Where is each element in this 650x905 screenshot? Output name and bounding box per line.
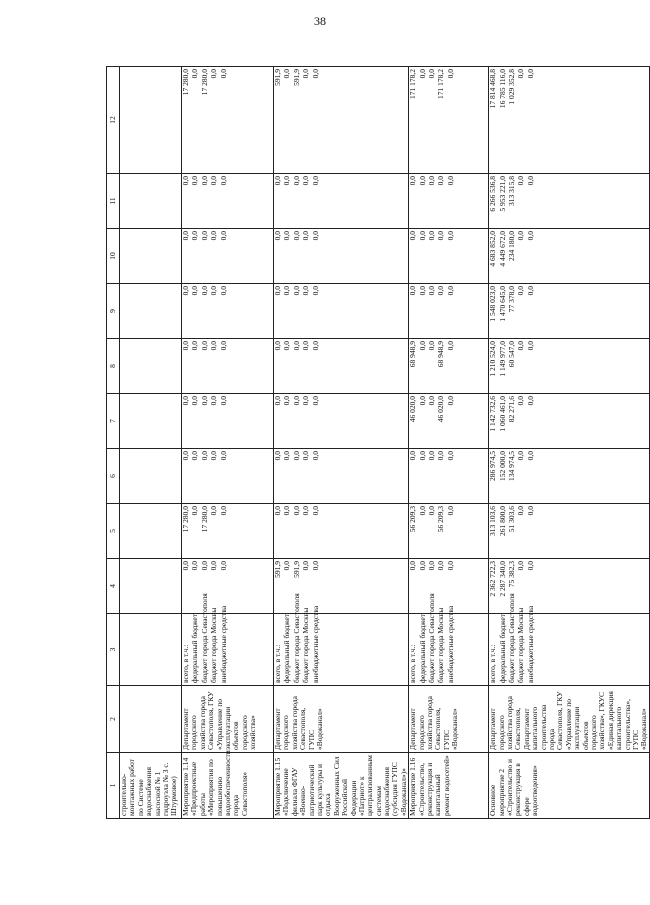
funding-source-label: всего, в т.ч.: [408,644,418,683]
amount-value: 60 547,0 [507,341,517,368]
amount-value: 0,0 [282,176,292,186]
amount-value: 0,0 [417,396,427,406]
amount-value: 0,0 [199,286,209,296]
amount-value: 0,0 [199,176,209,186]
amount-value: 0,0 [417,176,427,186]
amount-value: 313 103,6 [488,506,498,536]
amount-cell [409,284,489,339]
amount-value: 0,0 [181,286,190,296]
amount-value: 0,0 [310,69,320,79]
amount-cell [120,449,182,504]
amount-value: 0,0 [181,231,190,241]
amount-value: 0,0 [417,506,427,516]
amount-value: 0,0 [525,396,535,406]
amount-value: 46 020,0 [408,396,418,423]
amount-value: 0,0 [282,341,292,351]
amount-value: 1 470 645,0 [497,286,507,322]
amount-value: 2 287 340,0 [497,561,507,597]
amount-value: 171 178,2 [436,69,446,99]
amount-value: 0,0 [282,561,292,571]
amount-cell [274,229,409,284]
amount-value: 0,0 [190,231,200,241]
column-header: 4 [107,559,120,614]
amount-cell [409,504,489,559]
amount-value: 0,0 [525,176,535,186]
amount-value: 1 060 461,0 [497,396,507,432]
amount-cell [182,504,274,559]
amount-value: 0,0 [209,561,219,571]
amount-value: 82 271,6 [507,396,517,423]
funding-source-label: бюджет города Москвы [209,607,219,683]
amount-value: 0,0 [525,231,535,241]
amount-value: 0,0 [190,176,200,186]
funding-source-label: бюджет города Москвы [301,607,311,683]
amount-cell [120,559,182,614]
amount-cell [489,449,649,504]
amount-value: 0,0 [218,451,228,461]
amount-value: 0,0 [218,231,228,241]
amount-cell [182,394,274,449]
amount-value: 0,0 [181,561,190,571]
amount-cell [409,229,489,284]
amount-value: 0,0 [516,396,526,406]
amount-value: 0,0 [209,341,219,351]
column-header: 7 [107,394,120,449]
amount-value: 0,0 [282,69,292,79]
amount-value: 0,0 [273,176,282,186]
amount-value: 0,0 [273,396,282,406]
amount-value: 0,0 [301,231,311,241]
amount-value: 0,0 [427,231,437,241]
amount-value: 0,0 [218,506,228,516]
amount-value: 0,0 [525,69,535,79]
amount-value: 0,0 [427,506,437,516]
amount-value: 0,0 [417,231,427,241]
amount-value: 0,0 [408,451,418,461]
amount-value: 0,0 [408,231,418,241]
amount-value: 0,0 [445,176,455,186]
amount-value: 0,0 [199,396,209,406]
funding-source-cell [120,614,182,686]
executor-cell [120,686,182,753]
amount-value: 0,0 [427,69,437,79]
amount-value: 17 280,0 [181,506,190,533]
amount-value: 0,0 [209,176,219,186]
amount-value: 0,0 [291,341,301,351]
amount-value: 0,0 [301,506,311,516]
table-row [274,67,409,819]
amount-value: 0,0 [282,231,292,241]
amount-value: 0,0 [273,286,282,296]
amount-value: 0,0 [310,506,320,516]
amount-cell [409,67,489,174]
amount-value: 0,0 [291,231,301,241]
amount-value: 0,0 [282,396,292,406]
amount-value: 56 209,3 [408,506,418,533]
amount-value: 1 149 977,0 [497,341,507,377]
amount-value: 0,0 [218,69,228,79]
rotated-table-frame [106,67,649,819]
amount-value: 0,0 [190,561,200,571]
funding-source-label: бюджет города Севастополя [199,593,209,683]
amount-value: 0,0 [516,561,526,571]
funding-source-label: внебюджетные средства [310,605,320,683]
amount-value: 0,0 [301,396,311,406]
activity-name-cell: строительно-монтажных работ по Системе водоснабжения насосной № 1 гидроузла № 3 с. Штурмовое) [120,753,182,819]
amount-value: 0,0 [417,286,427,296]
amount-value: 0,0 [190,506,200,516]
amount-value: 0,0 [310,396,320,406]
amount-value: 0,0 [209,286,219,296]
amount-cell [274,174,409,229]
amount-value: 0,0 [445,69,455,79]
column-header: 8 [107,339,120,394]
amount-value: 17 280,0 [199,69,209,96]
amount-value: 0,0 [525,506,535,516]
amount-cell [489,504,649,559]
amount-cell [120,504,182,559]
amount-cell [409,449,489,504]
amount-value: 0,0 [218,561,228,571]
amount-value: 0,0 [516,506,526,516]
executor-cell: Департамент городского хозяйства города Севастополя, Департамент капитального строительства города Севастополя, ГКУ «Управление по эксплуатации объектов городского хозяйства», ГКУС «Единая дирекция капитального строительства», ГУПС «Водоканал» [489,686,649,753]
amount-value: 0,0 [209,451,219,461]
amount-value: 1 142 732,6 [488,396,498,432]
funding-source-label: бюджет города Москвы [516,607,526,683]
amount-value: 46 020,0 [436,396,446,423]
activity-name-cell: Основное мероприятие 2 «Строительство и реконструкция в сфере водоотведения» [489,753,649,819]
amount-cell [120,67,182,174]
funding-source-label: бюджет города Москвы [436,607,446,683]
funding-source-label: всего, в т.ч.: [181,644,190,683]
amount-value: 0,0 [199,561,209,571]
amount-value: 0,0 [291,506,301,516]
amount-cell [120,394,182,449]
amount-value: 286 974,5 [488,451,498,481]
column-header: 9 [107,284,120,339]
amount-value: 1 210 524,0 [488,341,498,377]
amount-cell [409,339,489,394]
amount-value: 5 953 221,0 [497,176,507,212]
funding-source-cell [273,593,409,686]
funding-source-label: внебюджетные средства [218,605,228,683]
amount-value: 0,0 [199,341,209,351]
amount-cell [120,174,182,229]
amount-value: 0,0 [525,286,535,296]
amount-value: 0,0 [301,286,311,296]
amount-value: 0,0 [190,69,200,79]
amount-value: 0,0 [516,341,526,351]
amount-value: 0,0 [209,506,219,516]
column-header: 6 [107,449,120,504]
amount-value: 0,0 [427,341,437,351]
amount-value: 0,0 [516,176,526,186]
amount-cell [274,339,409,394]
amount-value: 0,0 [273,506,282,516]
amount-value: 0,0 [310,176,320,186]
amount-value: 0,0 [445,396,455,406]
column-header: 10 [107,229,120,284]
funding-source-cell [408,593,489,686]
activity-name-cell: Мероприятие 1.14 «Предпроектные работы «Мероприятия по повышению водообеспеченности города Севастополя» [182,753,274,819]
amount-value: 0,0 [427,451,437,461]
amount-value: 0,0 [408,286,418,296]
amount-cell [489,339,649,394]
amount-value: 0,0 [445,231,455,241]
column-header: 12 [107,67,120,174]
amount-value: 591,9 [273,69,282,86]
activity-name-cell: Мероприятие 1.16 «Строительство, реконструкция и капитальный ремонт водосетей» [409,753,489,819]
amount-value: 0,0 [516,451,526,461]
amount-value: 1 029 352,8 [507,69,517,105]
amount-value: 0,0 [436,451,446,461]
amount-value: 0,0 [445,506,455,516]
amount-value: 0,0 [436,561,446,571]
amount-value: 0,0 [273,451,282,461]
activity-name-cell: Мероприятие 1.15 «Подключение филиала ФГАУ «Военно-патриотический парк культуры и отдыха Вооруженных Сил Российской Федерации «Патриот» к централизованным системам водоснабжения (субсидия ГУПС «Водоканал»)» [274,753,409,819]
amount-value: 0,0 [181,396,190,406]
amount-value: 171 178,2 [408,69,418,99]
amount-value: 0,0 [436,231,446,241]
amount-value: 0,0 [209,396,219,406]
amount-value: 0,0 [427,561,437,571]
amount-cell [120,229,182,284]
amount-cell [182,67,274,174]
amount-cell [274,67,409,174]
amount-value: 0,0 [218,176,228,186]
amount-value: 0,0 [310,451,320,461]
amount-value: 261 800,0 [497,506,507,536]
funding-source-label: бюджет города Севастополя [427,593,437,683]
amount-cell [489,284,649,339]
amount-value: 0,0 [516,69,526,79]
amount-cell [489,229,649,284]
amount-value: 16 785 116,0 [497,69,507,109]
amount-value: 0,0 [408,561,418,571]
amount-value: 0,0 [301,451,311,461]
amount-value: 4 449 672,0 [497,231,507,267]
amount-value: 591,9 [291,69,301,86]
amount-value: 2 362 722,3 [488,561,498,597]
executor-cell: Департамент городского хозяйства города Севастополя, ГУПС «Водоканал» [409,686,489,753]
table-row [409,67,489,819]
amount-value: 0,0 [427,396,437,406]
budget-table [106,66,650,819]
column-header: 11 [107,174,120,229]
amount-value: 68 948,9 [436,341,446,368]
amount-value: 0,0 [273,341,282,351]
table-row [489,67,649,819]
amount-cell [182,449,274,504]
amount-value: 0,0 [190,286,200,296]
column-header: 1 [107,753,120,819]
funding-source-cell [181,593,274,686]
amount-value: 0,0 [301,341,311,351]
amount-value: 0,0 [427,286,437,296]
amount-value: 0,0 [445,341,455,351]
column-header: 5 [107,504,120,559]
amount-value: 0,0 [417,341,427,351]
amount-cell [274,284,409,339]
amount-value: 51 303,6 [507,506,517,533]
amount-cell [120,284,182,339]
amount-cell [489,174,649,229]
amount-value: 1 548 023,0 [488,286,498,322]
amount-cell [274,449,409,504]
amount-value: 0,0 [190,451,200,461]
table-row [182,67,274,819]
funding-source-label: федеральный бюджет [190,613,200,683]
amount-value: 0,0 [417,451,427,461]
amount-value: 0,0 [310,231,320,241]
amount-value: 0,0 [310,286,320,296]
funding-source-cell [488,593,649,686]
amount-value: 0,0 [218,286,228,296]
amount-value: 0,0 [445,451,455,461]
funding-source-label: федеральный бюджет [497,613,507,683]
amount-cell [489,67,649,174]
amount-value: 0,0 [282,451,292,461]
funding-source-label: внебюджетные средства [445,605,455,683]
amount-value: 0,0 [282,286,292,296]
amount-value: 0,0 [301,69,311,79]
funding-source-label: внебюджетные средства [525,605,535,683]
executor-cell: Департамент городского хозяйства города Севастополя, ГУПС «Водоканал» [274,686,409,753]
amount-cell [274,394,409,449]
amount-value: 0,0 [190,396,200,406]
amount-value: 591,9 [273,561,282,578]
amount-value: 56 209,3 [436,506,446,533]
amount-value: 0,0 [273,231,282,241]
amount-value: 0,0 [525,561,535,571]
amount-value: 0,0 [291,286,301,296]
amount-cell [182,284,274,339]
amount-cell [274,504,409,559]
amount-value: 0,0 [445,561,455,571]
funding-source-label: федеральный бюджет [282,613,292,683]
amount-value: 0,0 [408,176,418,186]
funding-source-label: бюджет города Севастополя [291,593,301,683]
amount-cell [182,229,274,284]
amount-value: 0,0 [181,341,190,351]
amount-value: 0,0 [417,69,427,79]
funding-source-label: бюджет города Севастополя [507,593,517,683]
amount-cell [120,339,182,394]
amount-value: 0,0 [282,506,292,516]
amount-value: 0,0 [301,176,311,186]
amount-value: 17 280,0 [199,506,209,533]
amount-cell [182,174,274,229]
amount-value: 68 948,9 [408,341,418,368]
amount-value: 0,0 [436,286,446,296]
amount-value: 134 974,5 [507,451,517,481]
amount-cell [409,394,489,449]
amount-value: 17 280,0 [181,69,190,96]
amount-value: 0,0 [301,561,311,571]
amount-value: 0,0 [190,341,200,351]
executor-cell: Департамент городского хозяйства города Севастополя, ГКУ «Управление по эксплуатации объектов городского хозяйства» [182,686,274,753]
amount-value: 0,0 [445,286,455,296]
column-header: 2 [107,686,120,753]
amount-value: 0,0 [181,451,190,461]
amount-value: 0,0 [291,396,301,406]
amount-value: 0,0 [310,341,320,351]
amount-value: 0,0 [291,176,301,186]
amount-value: 17 814 468,8 [488,69,498,109]
amount-value: 0,0 [436,176,446,186]
amount-value: 0,0 [417,561,427,571]
amount-value: 0,0 [218,396,228,406]
amount-value: 0,0 [181,176,190,186]
funding-source-label: федеральный бюджет [417,613,427,683]
amount-value: 6 266 536,8 [488,176,498,212]
page-number: 38 [314,14,326,28]
amount-cell [409,174,489,229]
amount-value: 0,0 [427,176,437,186]
amount-cell [182,339,274,394]
amount-value: 0,0 [199,451,209,461]
amount-value: 77 378,0 [507,286,517,313]
amount-value: 0,0 [525,451,535,461]
amount-value: 234 180,0 [507,231,517,261]
amount-value: 0,0 [209,231,219,241]
amount-value: 591,9 [291,561,301,578]
amount-value: 0,0 [291,451,301,461]
column-number-row [107,67,120,819]
amount-value: 0,0 [516,231,526,241]
amount-value: 0,0 [199,231,209,241]
column-header: 3 [107,614,120,686]
amount-value: 313 315,8 [507,176,517,206]
amount-value: 75 382,3 [507,561,517,588]
amount-value: 0,0 [218,341,228,351]
amount-value: 0,0 [209,69,219,79]
amount-value: 0,0 [516,286,526,296]
funding-source-label: всего, в т.ч.: [488,644,498,683]
funding-source-label: всего, в т.ч.: [273,644,282,683]
amount-value: 152 000,0 [497,451,507,481]
amount-value: 0,0 [310,561,320,571]
amount-value: 0,0 [525,341,535,351]
amount-value: 4 683 852,0 [488,231,498,267]
table-row [120,67,182,819]
amount-cell [489,394,649,449]
